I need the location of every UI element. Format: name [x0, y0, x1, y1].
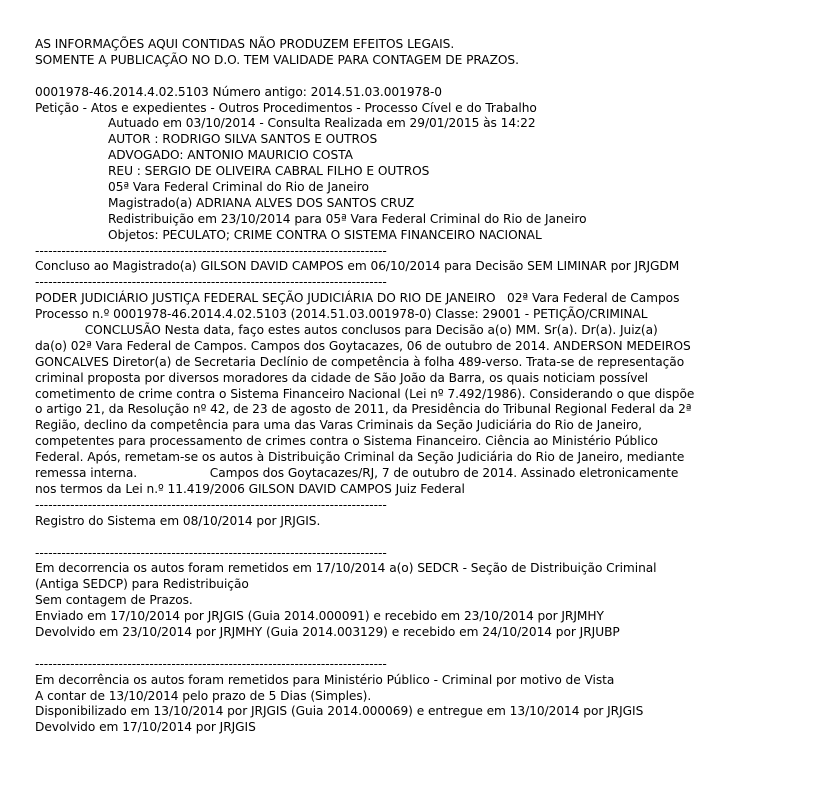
legal-notice-line-1: AS INFORMAÇÕES AQUI CONTIDAS NÃO PRODUZEM EFEITOS LEGAIS.: [35, 37, 455, 51]
decision-line: da(o) 02ª Vara Federal de Campos. Campos dos Goytacazes, 06 de outubro de 2014. ANDERSON MEDEIROS: [35, 338, 691, 353]
remessa-sedcr-line: Devolvido em 23/10/2014 por JRJMHY (Guia 2014.003129) e recebido em 24/10/2014 por JRJUBP: [35, 624, 620, 639]
remessa-mp-line: Disponibilizado em 13/10/2014 por JRJGIS (Guia 2014.000069) e entregue em 13/10/2014 por JRJGIS: [35, 704, 644, 719]
decision-line: Federal. Após, remetam-se os autos à Distribuição Criminal da Seção Judiciária do Rio de Janeiro, mediante: [35, 450, 685, 465]
remessa-sedcr-line: Sem contagem de Prazos.: [35, 593, 193, 608]
spacer: [35, 641, 805, 657]
decision-line: Processo n.º 0001978-46.2014.4.02.5103 (2014.51.03.001978-0) Classe: 29001 - PETIÇÃO/CRIMINAL: [35, 307, 648, 322]
spacer: [35, 530, 805, 546]
separator: --------------------------------------------------------------------------------: [35, 497, 387, 512]
decision-line: remessa interna. Campos dos Goytacazes/RJ, 7 de outubro de 2014. Assinado eletronicamente: [35, 466, 679, 481]
decision-line: competentes para processamento de crimes contra o Sistema Financeiro. Ciência ao Ministério Público: [35, 434, 658, 449]
decision-line: Região, declino da competência para uma das Varas Criminais da Seção Judiciária do Rio de Janeiro,: [35, 418, 642, 433]
decision-line: PODER JUDICIÁRIO JUSTIÇA FEDERAL SEÇÃO JUDICIÁRIA DO RIO DE JANEIRO 02ª Vara Federal de Campos: [35, 291, 680, 306]
remessa-sedcr-line: Em decorrencia os autos foram remetidos em 17/10/2014 a(o) SEDCR - Seção de Distribuição Criminal: [35, 561, 657, 576]
decision-line: o artigo 21, da Resolução nº 42, de 23 de agosto de 2011, da Presidência do Tribunal Regional Federal da 2ª: [35, 402, 692, 417]
vara-line: 05ª Vara Federal Criminal do Rio de Janeiro: [108, 180, 369, 195]
remessa-mp-line: A contar de 13/10/2014 pelo prazo de 5 Dias (Simples).: [35, 688, 372, 703]
advogado-line: ADVOGADO: ANTONIO MAURICIO COSTA: [108, 148, 353, 163]
process-document: [35, 37, 805, 736]
registro-entry: Registro do Sistema em 08/10/2014 por JRJGIS.: [35, 513, 321, 528]
process-number: 0001978-46.2014.4.02.5103 Número antigo: 2014.51.03.001978-0: [35, 84, 442, 99]
remessa-sedcr-line: (Antiga SEDCP) para Redistribuição: [35, 577, 249, 592]
decision-line: GONCALVES Diretor(a) de Secretaria Declínio de competência à folha 489-verso. Trata-se de representação: [35, 354, 685, 369]
separator: --------------------------------------------------------------------------------: [35, 243, 387, 258]
reu-line: REU : SERGIO DE OLIVEIRA CABRAL FILHO E OUTROS: [108, 164, 430, 179]
remessa-mp-line: Em decorrência os autos foram remetidos para Ministério Público - Criminal por motivo de Vista: [35, 672, 615, 687]
separator: --------------------------------------------------------------------------------: [35, 656, 387, 671]
decision-line: cometimento de crime contra o Sistema Financeiro Nacional (Lei nº 7.492/1986). Considerando o que dispõe: [35, 386, 695, 401]
remessa-mp-line: Devolvido em 17/10/2014 por JRJGIS: [35, 720, 256, 735]
legal-notice-line-2: SOMENTE A PUBLICAÇÃO NO D.O. TEM VALIDADE PARA CONTAGEM DE PRAZOS.: [35, 52, 519, 67]
redistribuicao-line: Redistribuição em 23/10/2014 para 05ª Vara Federal Criminal do Rio de Janeiro: [108, 211, 587, 226]
autuado-line: Autuado em 03/10/2014 - Consulta Realizada em 29/01/2015 às 14:22: [108, 116, 536, 131]
spacer: [35, 69, 805, 85]
autor-line: AUTOR : RODRIGO SILVA SANTOS E OUTROS: [108, 132, 378, 147]
remessa-sedcr-line: Enviado em 17/10/2014 por JRJGIS (Guia 2014.000091) e recebido em 23/10/2014 por JRJMHY: [35, 609, 604, 624]
decision-line: criminal proposta por diversos moradores da cidade de São João da Barra, os quais noticiam possível: [35, 370, 649, 385]
process-type: Petição - Atos e expedientes - Outros Procedimentos - Processo Cível e do Trabalho: [35, 100, 537, 115]
decision-line: nos termos da Lei n.º 11.419/2006 GILSON DAVID CAMPOS Juiz Federal: [35, 481, 465, 496]
magistrado-line: Magistrado(a) ADRIANA ALVES DOS SANTOS CRUZ: [108, 195, 415, 210]
separator: --------------------------------------------------------------------------------: [35, 545, 387, 560]
separator: --------------------------------------------------------------------------------: [35, 275, 387, 290]
concluso-entry: Concluso ao Magistrado(a) GILSON DAVID CAMPOS em 06/10/2014 para Decisão SEM LIMINAR por JRJGDM: [35, 259, 680, 274]
decision-line: CONCLUSÃO Nesta data, faço estes autos conclusos para Decisão a(o) MM. Sr(a). Dr(a). Juiz(a): [35, 323, 658, 338]
objetos-line: Objetos: PECULATO; CRIME CONTRA O SISTEMA FINANCEIRO NACIONAL: [108, 227, 542, 242]
